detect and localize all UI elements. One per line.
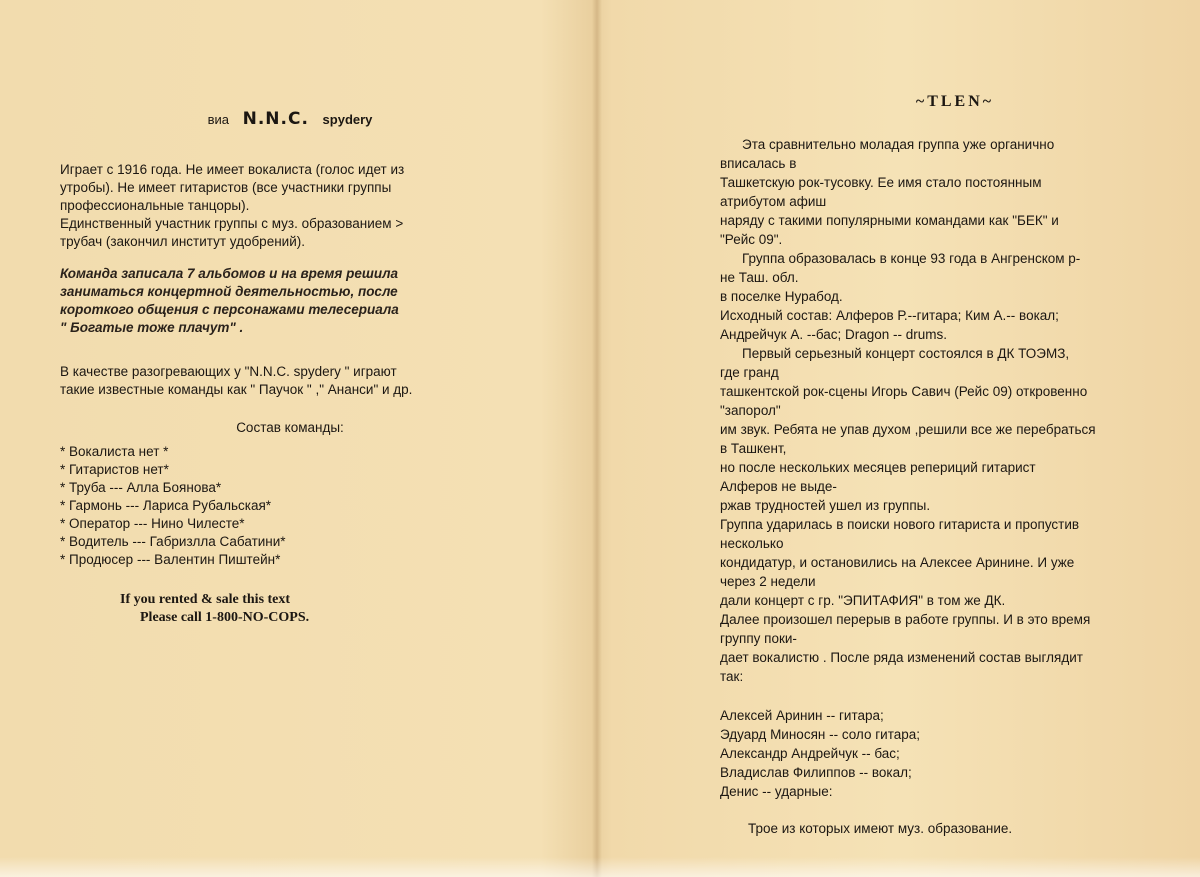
list-item: * Продюсер --- Валентин Пиштейн* [60,552,281,567]
text-line: Группа образовалась в конце 93 года в Ангренском р- [742,251,1081,266]
list-item: Александр Андрейчук -- бас; [720,746,900,761]
paper-edge [0,857,1200,877]
text-line: ташкентской рок-сцены Игорь Савич (Рейс 09) откровенно [720,384,1088,399]
text-line: Исходный состав: Алферов Р.--гитара; Ким А.-- вокал; [720,308,1059,323]
text-line: трубач (закончил институт удобрений). [60,234,305,249]
text-line: утробы). Не имеет гитаристов (все участники группы [60,180,392,195]
list-item: * Оператор --- Нино Чилесте* [60,516,245,531]
text-line: "запорол" [720,403,781,418]
history-paragraph-2 [720,249,1170,344]
text-line: так: [720,669,744,684]
openers-paragraph [60,363,520,399]
list-item: * Гармонь --- Лариса Рубальская* [60,498,272,513]
text-line: но после нескольких месяцев репериций гитарист [720,460,1036,475]
text-line: профессиональные танцоры). [60,198,250,213]
left-page-title [60,110,520,129]
closing-line: Трое из которых имеют муз. образование. [748,821,1013,836]
band-suffix: spydery [322,112,373,127]
right-page-title: ~TLEN~ [915,93,995,110]
text-line: Играет с 1916 года. Не имеет вокалиста (голос идет из [60,162,405,177]
text-line: несколько [720,536,784,551]
text-line: такие известные команды как " Паучок " ," Ананси" и др. [60,382,413,397]
lineup-list [60,443,520,569]
text-line: короткого общения с персонажами телесериала [60,302,399,317]
text-line: Далее произошел перерыв в работе группы. И в это время [720,612,1091,627]
text-line: вписалась в [720,156,797,171]
list-item: Владислав Филиппов -- вокал; [720,765,912,780]
text-line: в поселке Нурабод. [720,289,843,304]
title-prefix: виа [207,112,229,127]
left-page [60,110,520,627]
copy-notice-line: If you rented & sale this text [120,592,291,607]
list-item: Эдуард Миносян -- соло гитара; [720,727,920,742]
text-line: "Рейс 09". [720,232,783,247]
list-item: Алексей Аринин -- гитара; [720,708,884,723]
text-line: ржав трудностей ушел из группы. [720,498,931,513]
text-line: дает вокалистю . После ряда изменений состав выглядит [720,650,1083,665]
list-item: * Вокалиста нет * [60,444,169,459]
albums-paragraph [60,265,520,337]
text-line: Ташкетскую рок-тусовку. Ее имя стало постоянным [720,175,1042,190]
text-line: наряду с такими популярными командами как "БЕК" и [720,213,1059,228]
band-name: N.N.C. [242,109,309,129]
history-paragraph-1 [720,135,1170,249]
text-line: не Таш. обл. [720,270,799,285]
text-line: Единственный участник группы с муз. образованием > [60,216,404,231]
text-line: В качестве разогревающих у "N.N.C. spydery " играют [60,364,397,379]
text-line: " Богатые тоже плачут" . [60,320,244,335]
copy-notice [120,591,520,627]
list-item: Денис -- ударные: [720,784,833,799]
text-line: через 2 недели [720,574,816,589]
text-line: им звук. Ребята не упав духом ,решили все же перебраться [720,422,1096,437]
list-item: * Гитаристов нет* [60,462,169,477]
intro-paragraph [60,161,520,251]
text-line: Эта сравнительно моладая группа уже органично [742,137,1055,152]
lineup-heading: Состав команды: [236,420,344,435]
text-line: где гранд [720,365,779,380]
text-line: Команда записала 7 альбомов и на время решила [60,266,399,281]
text-line: атрибутом афиш [720,194,827,209]
text-line: заниматься концертной деятельностью, после [60,284,398,299]
copy-notice-line: Please call 1-800-NO-COPS. [140,610,310,625]
page-fold [592,0,602,877]
history-paragraph-3 [720,344,1170,686]
text-line: дали концерт с гр. "ЭПИТАФИЯ" в том же ДК. [720,593,1006,608]
text-line: Первый серьезный концерт состоялся в ДК ТОЭМЗ, [742,346,1070,361]
text-line: Андрейчук А. --бас; Dragon -- drums. [720,327,948,342]
text-line: группу поки- [720,631,797,646]
list-item: * Труба --- Алла Боянова* [60,480,222,495]
text-line: в Ташкент, [720,441,787,456]
right-page [720,92,1170,838]
list-item: * Водитель --- Габризлла Сабатини* [60,534,286,549]
text-line: Алферов не выде- [720,479,837,494]
current-lineup [720,706,1170,801]
text-line: Группа ударилась в поиски нового гитариста и пропустив [720,517,1080,532]
text-line: кондидатур, и остановились на Алексее Аринине. И уже [720,555,1075,570]
